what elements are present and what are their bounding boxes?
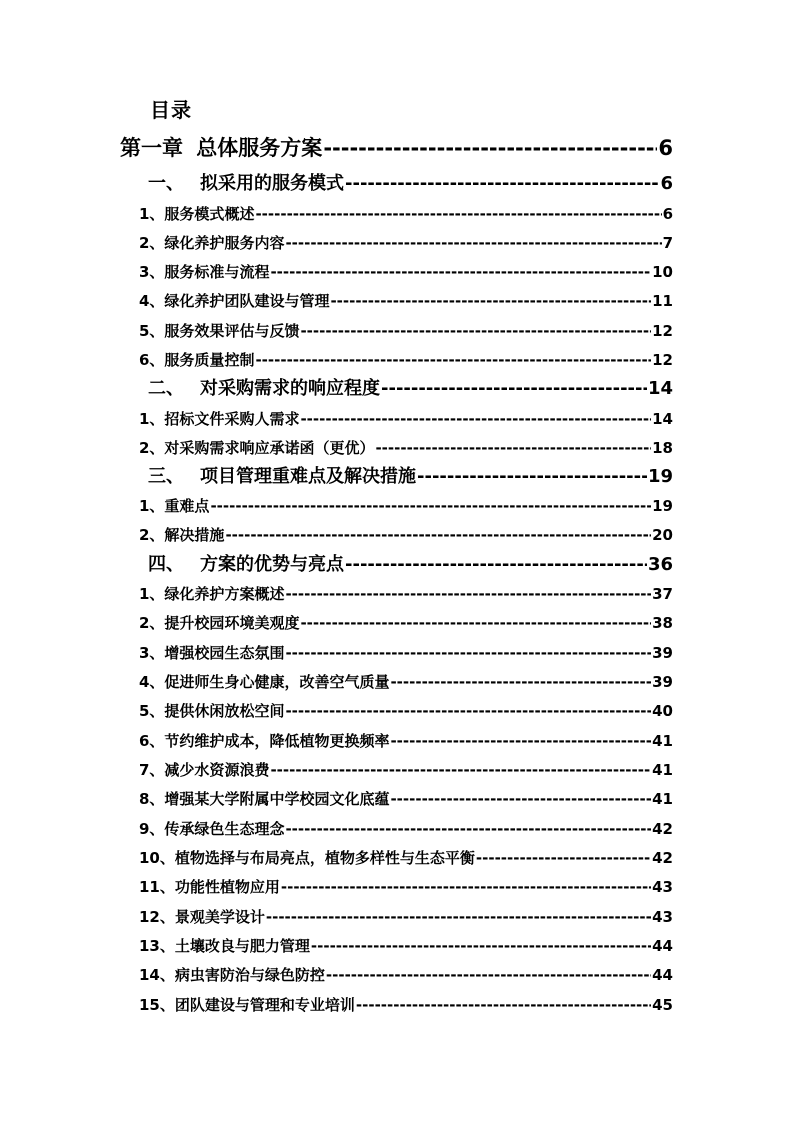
toc-page-number: 43 (652, 908, 673, 926)
toc-page-number: 11 (652, 292, 673, 310)
toc-item-label: 1、重难点 (139, 497, 210, 515)
toc-leader (345, 172, 659, 196)
toc-item-label: 12、景观美学设计 (139, 908, 265, 926)
toc-leader (345, 553, 647, 577)
toc-leader (225, 525, 651, 545)
toc-item[interactable] (139, 350, 673, 370)
toc-leader (300, 409, 651, 429)
toc-leader (285, 819, 651, 839)
toc-section-number: 四、 (148, 554, 184, 575)
toc-title: 目录 (150, 98, 192, 122)
toc-item-label: 1、服务模式概述 (139, 205, 255, 223)
toc-page-number: 38 (652, 614, 673, 632)
toc-leader (417, 465, 647, 489)
toc-leader (330, 291, 651, 311)
toc-page-number: 41 (652, 732, 673, 750)
toc-leader (285, 701, 651, 721)
toc-page-number: 19 (647, 466, 673, 487)
toc-section-label: 项目管理重难点及解决措施 (200, 466, 416, 487)
toc-page-number: 10 (652, 263, 673, 281)
toc-leader (390, 731, 651, 751)
toc-section-number: 二、 (148, 378, 184, 399)
toc-leader (375, 438, 651, 458)
toc-leader (300, 613, 651, 633)
toc-leader (255, 204, 661, 224)
toc-page-number: 44 (652, 966, 673, 984)
toc-page-number: 44 (652, 937, 673, 955)
toc-item[interactable] (139, 321, 673, 341)
toc-leader (210, 496, 651, 516)
toc-page-number: 43 (652, 878, 673, 896)
toc-item-label: 5、服务效果评估与反馈 (139, 322, 300, 340)
toc-item-label: 2、提升校园环境美观度 (139, 614, 300, 632)
toc-leader (356, 995, 651, 1015)
toc-leader (270, 760, 651, 780)
toc-item[interactable] (139, 819, 673, 839)
toc-item[interactable] (139, 995, 673, 1015)
toc-page-number: 41 (652, 790, 673, 808)
toc-item-label: 8、增强某大学附属中学校园文化底蕴 (139, 790, 390, 808)
toc-item[interactable] (139, 701, 673, 721)
toc-item[interactable] (139, 965, 673, 985)
toc-leader (476, 848, 651, 868)
toc-chapter-1[interactable] (120, 134, 673, 162)
toc-item[interactable] (139, 496, 673, 516)
toc-item-label: 4、绿化养护团队建设与管理 (139, 292, 330, 310)
toc-section-4[interactable] (148, 553, 673, 577)
toc-item[interactable] (139, 848, 673, 868)
toc-leader (381, 377, 647, 401)
toc-page-number: 6 (658, 136, 673, 160)
toc-item-label: 3、增强校园生态氛围 (139, 644, 285, 662)
toc-item-label: 13、土壤改良与肥力管理 (139, 937, 310, 955)
toc-leader (285, 233, 661, 253)
toc-leader (326, 965, 651, 985)
toc-leader (266, 907, 651, 927)
toc-leader (285, 643, 651, 663)
toc-leader (390, 672, 651, 692)
toc-item[interactable] (139, 613, 673, 633)
toc-page-number: 37 (652, 585, 673, 603)
toc-item[interactable] (139, 907, 673, 927)
toc-item[interactable] (139, 409, 673, 429)
toc-leader (390, 789, 651, 809)
toc-chapter-label: 第一章 总体服务方案 (120, 136, 323, 160)
toc-item-label: 5、提供休闲放松空间 (139, 702, 285, 720)
toc-section-label: 拟采用的服务模式 (200, 173, 344, 194)
toc-item[interactable] (139, 584, 673, 604)
toc-leader (311, 936, 651, 956)
toc-item[interactable] (139, 233, 673, 253)
toc-item[interactable] (139, 877, 673, 897)
toc-item-label: 1、绿化养护方案概述 (139, 585, 285, 603)
toc-item-label: 14、病虫害防治与绿色防控 (139, 966, 325, 984)
toc-item-label: 10、植物选择与布局亮点，植物多样性与生态平衡 (139, 849, 475, 867)
toc-page-number: 12 (652, 351, 673, 369)
toc-page-number: 20 (652, 526, 673, 544)
toc-page-number: 14 (652, 410, 673, 428)
toc-page-number: 18 (652, 439, 673, 457)
toc-item[interactable] (139, 525, 673, 545)
toc-leader (285, 584, 651, 604)
toc-section-label: 对采购需求的响应程度 (200, 378, 380, 399)
toc-page-number: 36 (647, 554, 673, 575)
toc-section-2[interactable] (148, 377, 673, 401)
toc-item[interactable] (139, 262, 673, 282)
toc-section-1[interactable] (148, 172, 673, 196)
toc-item-label: 11、功能性植物应用 (139, 878, 280, 896)
toc-page-number: 45 (652, 996, 673, 1014)
toc-section-number: 三、 (148, 466, 184, 487)
toc-page-number: 42 (652, 849, 673, 867)
toc-item-label: 15、团队建设与管理和专业培训 (139, 996, 355, 1014)
toc-page-number: 40 (652, 702, 673, 720)
toc-item-label: 2、绿化养护服务内容 (139, 234, 285, 252)
toc-page-number: 19 (652, 497, 673, 515)
toc-leader (300, 321, 651, 341)
toc-page-number: 39 (652, 673, 673, 691)
toc-page-number: 39 (652, 644, 673, 662)
toc-page-number: 6 (660, 173, 673, 194)
toc-leader (270, 262, 651, 282)
toc-page-number: 41 (652, 761, 673, 779)
toc-item[interactable] (139, 672, 673, 692)
toc-page-number: 12 (652, 322, 673, 340)
toc-page-number: 6 (662, 205, 673, 223)
toc-item[interactable] (139, 204, 673, 224)
toc-item[interactable] (139, 438, 673, 458)
toc-item-label: 2、解决措施 (139, 526, 225, 544)
toc-item[interactable] (139, 760, 673, 780)
toc-item-label: 3、服务标准与流程 (139, 263, 270, 281)
toc-item-label: 4、促进师生身心健康，改善空气质量 (139, 673, 390, 691)
toc-page-number: 42 (652, 820, 673, 838)
toc-leader (255, 350, 651, 370)
toc-page-number: 14 (647, 378, 673, 399)
toc-item[interactable] (139, 291, 673, 311)
toc-page-number: 7 (662, 234, 673, 252)
toc-item[interactable] (139, 936, 673, 956)
toc-item[interactable] (139, 789, 673, 809)
toc-section-label: 方案的优势与亮点 (200, 554, 344, 575)
toc-item-label: 7、减少水资源浪费 (139, 761, 270, 779)
toc-item-label: 6、节约维护成本，降低植物更换频率 (139, 732, 390, 750)
toc-item-label: 9、传承绿色生态理念 (139, 820, 285, 838)
toc-leader (323, 134, 657, 162)
toc-item[interactable] (139, 731, 673, 751)
toc-item-label: 2、对采购需求响应承诺函（更优） (139, 439, 375, 457)
toc-item-label: 6、服务质量控制 (139, 351, 255, 369)
toc-leader (281, 877, 651, 897)
toc-item-label: 1、招标文件采购人需求 (139, 410, 300, 428)
toc-item[interactable] (139, 643, 673, 663)
toc-section-number: 一、 (148, 173, 184, 194)
toc-section-3[interactable] (148, 465, 673, 489)
